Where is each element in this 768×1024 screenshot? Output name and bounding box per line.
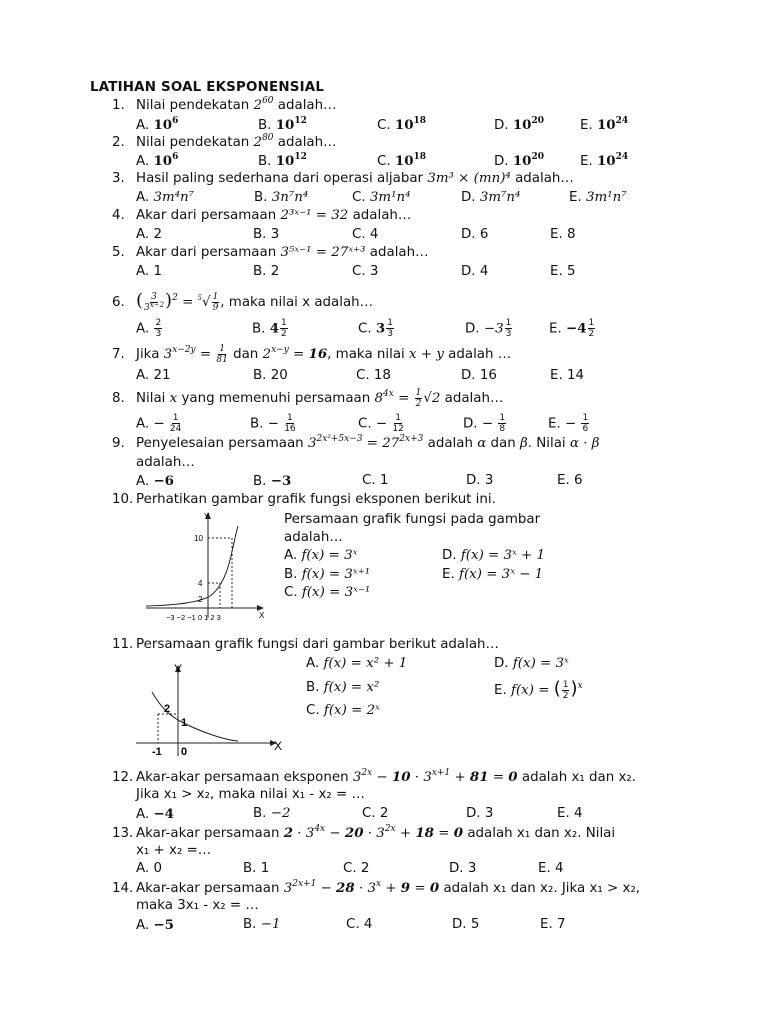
x-label: X xyxy=(274,739,283,753)
option-14d[interactable]: D. 5 xyxy=(452,917,480,932)
option-13c[interactable]: C. 2 xyxy=(343,861,370,876)
option-12c[interactable]: C. 2 xyxy=(362,806,389,821)
option-14e[interactable]: E. 7 xyxy=(540,917,566,932)
curve xyxy=(152,692,238,741)
question-1: 1. Nilai pendekatan $2^{60}$ adalah… xyxy=(112,96,337,113)
question-13: 13. Akar-akar persamaan $2 \cdot 3^{4x} - 20 \cdot 3^{2x} + 18 = 0$ adalah x₁ dan x₂. Nilai xyxy=(112,824,616,841)
question-5: 5. Akar dari persamaan 3⁵ˣ⁻¹ = 27ˣ⁺³ adalah… xyxy=(112,245,429,260)
label-1: 1 xyxy=(181,717,188,729)
option-1c[interactable]: C. $10^{18}$ xyxy=(377,116,427,133)
option-7c[interactable]: C. 18 xyxy=(356,368,391,383)
question-13-line2: x₁ + x₂ =… xyxy=(136,843,212,858)
option-3d[interactable]: D. 3m⁷n⁴ xyxy=(461,190,521,205)
question-7: 7. Jika $3^{x-2y}$ = $\frac{1}{81}$ dan $2^{x-y} = 16$, maka nilai x + y adalah … xyxy=(112,344,512,365)
option-2d[interactable]: D. $10^{20}$ xyxy=(494,152,545,169)
option-2e[interactable]: E. $10^{24}$ xyxy=(580,152,629,169)
question-6: 6. ( $\frac{3}{3^{x-2}}$ )$^2$ = $^5$√ $\frac{1}{9}$ , maka nilai x adalah… xyxy=(112,290,374,313)
label-2: 2 xyxy=(164,703,171,715)
y-label: Y xyxy=(174,662,183,676)
option-13d[interactable]: D. 3 xyxy=(449,861,477,876)
option-11c[interactable]: C. f(x) = 2ˣ xyxy=(306,703,380,718)
option-7d[interactable]: D. 16 xyxy=(461,368,497,383)
option-7b[interactable]: B. 20 xyxy=(253,368,288,383)
option-3a[interactable]: A. 3m⁴n⁷ xyxy=(136,190,195,205)
question-4: 4. Akar dari persamaan 2³ˣ⁻¹ = 32 adalah… xyxy=(112,208,412,223)
option-13a[interactable]: A. 0 xyxy=(136,861,162,876)
option-10b[interactable]: B. f(x) = 3ˣ⁺¹ xyxy=(284,567,371,582)
option-4c[interactable]: C. 4 xyxy=(352,227,379,242)
option-6c[interactable]: C. 3 $\frac{1}{3}$ xyxy=(358,318,393,339)
option-2c[interactable]: C. $10^{18}$ xyxy=(377,152,427,169)
graph-11 xyxy=(130,656,290,760)
label-0: 0 xyxy=(181,746,188,758)
option-10a[interactable]: A. f(x) = 3ˣ xyxy=(284,548,358,563)
question-12-line2: Jika x₁ > x₂, maka nilai x₁ - x₂ = … xyxy=(136,787,365,802)
option-3c[interactable]: C. 3m¹n⁴ xyxy=(352,190,411,205)
option-8c[interactable]: C. − $\frac{1}{12}$ xyxy=(358,413,404,434)
option-5c[interactable]: C. 3 xyxy=(352,264,379,279)
option-10d[interactable]: D. f(x) = 3ˣ + 1 xyxy=(442,548,546,563)
question-12: 12. Akar-akar persamaan eksponen $3^{2x} - 10 \cdot 3^{x+1} + 81 = 0$ adalah x₁ dan x₂. xyxy=(112,768,637,785)
option-2b[interactable]: B. $10^{12}$ xyxy=(258,152,307,169)
option-5e[interactable]: E. 5 xyxy=(550,264,576,279)
label-neg1: -1 xyxy=(152,746,162,758)
option-6d[interactable]: D. −3 $\frac{1}{3}$ xyxy=(465,318,512,339)
ytick-10: 10 xyxy=(194,534,203,543)
option-10c[interactable]: C. f(x) = 3ˣ⁻¹ xyxy=(284,585,371,600)
xticks: −3 −2 −1 0 1 2 3 xyxy=(166,613,221,622)
option-8d[interactable]: D. − $\frac{1}{8}$ xyxy=(463,413,506,434)
question-14: 14. Akar-akar persamaan $3^{2x+1} - 28 \cdot 3^x + 9 = 0$ adalah x₁ dan x₂. Jika x₁ > x₂, xyxy=(112,879,641,896)
question-9-line2: adalah… xyxy=(136,455,195,470)
option-9c[interactable]: C. 1 xyxy=(362,473,389,488)
option-5d[interactable]: D. 4 xyxy=(461,264,489,279)
option-2a[interactable]: A. $10^6$ xyxy=(136,152,179,169)
option-12e[interactable]: E. 4 xyxy=(557,806,583,821)
option-1a[interactable]: A. $10^6$ xyxy=(136,116,179,133)
option-11a[interactable]: A. f(x) = x² + 1 xyxy=(306,656,408,671)
option-12d[interactable]: D. 3 xyxy=(466,806,494,821)
option-12b[interactable]: B. −2 xyxy=(253,806,291,821)
option-3e[interactable]: E. 3m¹n⁷ xyxy=(569,190,627,205)
option-14a[interactable]: A. −5 xyxy=(136,917,174,933)
ytick-4: 4 xyxy=(198,579,203,588)
option-9a[interactable]: A. −6 xyxy=(136,473,174,489)
option-12a[interactable]: A. −4 xyxy=(136,806,174,822)
question-9: 9. Penyelesaian persamaan $3^{2x^2+5x-3} = 27^{2x+3}$ adalah α dan β. Nilai α · β xyxy=(112,434,600,451)
question-2: 2. Nilai pendekatan $2^{80}$ adalah… xyxy=(112,133,337,150)
option-7a[interactable]: A. 21 xyxy=(136,368,171,383)
question-10: 10. Perhatikan gambar grafik fungsi eksponen berikut ini. xyxy=(112,492,496,507)
option-4d[interactable]: D. 6 xyxy=(461,227,489,242)
ytick-2: 2 xyxy=(198,595,203,604)
option-9e[interactable]: E. 6 xyxy=(557,473,583,488)
option-8b[interactable]: B. − $\frac{1}{16}$ xyxy=(250,413,296,434)
graph-10 xyxy=(140,510,275,630)
option-4e[interactable]: E. 8 xyxy=(550,227,576,242)
option-4b[interactable]: B. 3 xyxy=(253,227,280,242)
option-6a[interactable]: A. $\frac{2}{3}$ xyxy=(136,318,162,339)
option-4a[interactable]: A. 2 xyxy=(136,227,162,242)
option-3b[interactable]: B. 3n⁷n⁴ xyxy=(254,190,309,205)
q10-prompt-1: Persamaan grafik fungsi pada gambar xyxy=(284,512,541,527)
option-5b[interactable]: B. 2 xyxy=(253,264,280,279)
question-14-line2: maka 3x₁ - x₂ = … xyxy=(136,898,259,913)
option-1d[interactable]: D. $10^{20}$ xyxy=(494,116,545,133)
question-3: 3. Hasil paling sederhana dari operasi aljabar 3m³ × (mn)⁴ adalah… xyxy=(112,171,574,186)
option-8e[interactable]: E. − $\frac{1}{6}$ xyxy=(548,413,589,434)
option-8a[interactable]: A. − $\frac{1}{24}$ xyxy=(136,413,182,434)
question-8: 8. Nilai x yang memenuhi persamaan $8^{4x}$ = $\frac{1}{2}$ √2 adalah… xyxy=(112,388,504,409)
option-1e[interactable]: E. $10^{24}$ xyxy=(580,116,629,133)
y-label: Y xyxy=(204,512,210,521)
option-11b[interactable]: B. f(x) = x² xyxy=(306,680,380,695)
option-9d[interactable]: D. 3 xyxy=(466,473,494,488)
x-label: X xyxy=(259,611,265,620)
option-14c[interactable]: C. 4 xyxy=(346,917,373,932)
option-6e[interactable]: E. −4 $\frac{1}{2}$ xyxy=(549,318,595,339)
option-1b[interactable]: B. $10^{12}$ xyxy=(258,116,307,133)
q10-prompt-2: adalah… xyxy=(284,530,343,545)
option-10e[interactable]: E. f(x) = 3ˣ − 1 xyxy=(442,567,544,582)
q6-equation: ( $\frac{3}{3^{x-2}}$ )$^2$ = $^5$√ $\frac{1}{9}$ xyxy=(136,290,219,313)
question-11: 11. Persamaan grafik fungsi dari gambar berikut adalah… xyxy=(112,637,499,652)
option-14b[interactable]: B. −1 xyxy=(243,917,281,932)
option-13e[interactable]: E. 4 xyxy=(538,861,564,876)
option-11d[interactable]: D. f(x) = 3ˣ xyxy=(494,656,569,671)
option-11e[interactable]: E. f(x) = ( $\frac{1}{2}$ )$^x$ xyxy=(494,678,583,701)
option-9b[interactable]: B. −3 xyxy=(253,473,292,489)
option-6b[interactable]: B. 4 $\frac{1}{2}$ xyxy=(252,318,287,339)
option-5a[interactable]: A. 1 xyxy=(136,264,162,279)
option-13b[interactable]: B. 1 xyxy=(243,861,270,876)
page-title: LATIHAN SOAL EKSPONENSIAL xyxy=(90,80,325,95)
option-7e[interactable]: E. 14 xyxy=(550,368,585,383)
